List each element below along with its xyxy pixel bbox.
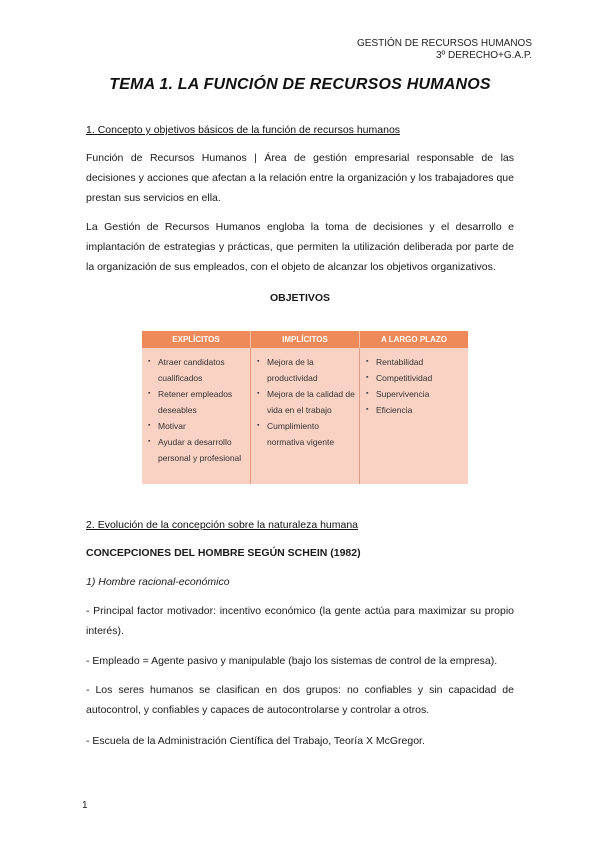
list-item: ▪ Mejora de la calidad de vida en el trabajo [267, 386, 355, 418]
document-header [357, 38, 532, 62]
list-item: ▪ Atraer candidatos cualificados [158, 354, 246, 386]
header-largo-plazo: A LARGO PLAZO [381, 335, 447, 344]
header-implicitos: IMPLÍCITOS [251, 331, 360, 348]
section-1-heading [86, 124, 400, 136]
bullet-1 [86, 601, 514, 641]
bullet-1-text: - Principal factor motivador: incentivo económico (la gente actúa para maximizar su propio interés). [86, 605, 514, 637]
list-item: ▪ Eficiencia [376, 402, 464, 418]
bullet-4-text: - Escuela de la Administración Científica del Trabajo, Teoría X McGregor. [86, 735, 425, 747]
objectives-table [142, 331, 468, 484]
bullet-2-text: - Empleado = Agente pasivo y manipulable (bajo los sistemas de control de la empresa). [86, 655, 498, 667]
list-item: ▪ Rentabilidad [376, 354, 464, 370]
page-title: TEMA 1. LA FUNCIÓN DE RECURSOS HUMANOS [109, 76, 491, 93]
header-course: GESTIÓN DE RECURSOS HUMANOS [356, 38, 532, 49]
bullet-3-text: - Los seres humanos se clasifican en dos grupos: no confiables y sin capacidad de autocontrol, y confiables y capaces de autocontrolarse y controlar a otros. [86, 684, 514, 716]
page-number: 1 [82, 800, 88, 811]
header-explicitos: EXPLÍCITOS [142, 331, 251, 348]
list-item: ▪ Supervivencia [376, 386, 464, 402]
list-item: ▪ Retener empleados deseables [158, 386, 246, 418]
objectives-table-header [142, 331, 468, 348]
header-degree: 3º DERECHO+G.A.P. [435, 50, 532, 61]
gestion-text: La Gestión de Recursos Humanos engloba la toma de decisiones y el desarrollo e implantación de estrategias y prácticas, que permiten la utilización deliberada por parte de la organización de sus empleados, con el objeto de alcanzar los objetivos organizativos. [86, 221, 514, 273]
definition-paragraph [86, 148, 514, 208]
column-explicitos [142, 348, 251, 484]
list-item: ▪ Ayudar a desarrollo personal y profesional [158, 434, 246, 466]
definition-text: Función de Recursos Humanos | Área de gestión empresarial responsable de las decisiones y acciones que afectan a la relación entre la organización y los trabajadores que prestan sus servicios en ella. [86, 152, 514, 204]
list-item: ▪ Mejora de la productividad [267, 354, 355, 386]
schein-heading: CONCEPCIONES DEL HOMBRE SEGÚN SCHEIN (1982) [86, 547, 361, 559]
objectives-title: OBJETIVOS [269, 292, 331, 304]
section-1-number: 1. [86, 124, 95, 136]
item-1-title: 1) Hombre racional-económico [86, 576, 230, 588]
column-implicitos [251, 348, 360, 484]
section-2-number: 2. [86, 519, 95, 531]
bullet-2 [86, 651, 514, 671]
bullet-3 [86, 680, 514, 720]
column-largo-plazo [360, 348, 468, 484]
list-item: ▪ Motivar [158, 418, 246, 434]
section-2-heading [86, 519, 358, 531]
bullet-4 [86, 731, 514, 751]
list-item: ▪ Competitividad [376, 370, 464, 386]
gestion-paragraph [86, 217, 514, 277]
section-1-title: Concepto y objetivos básicos de la función de recursos humanos [97, 124, 401, 136]
list-item: ▪ Cumplimiento normativa vigente [267, 418, 355, 450]
section-2-title: Evolución de la concepción sobre la naturaleza humana [97, 519, 359, 531]
